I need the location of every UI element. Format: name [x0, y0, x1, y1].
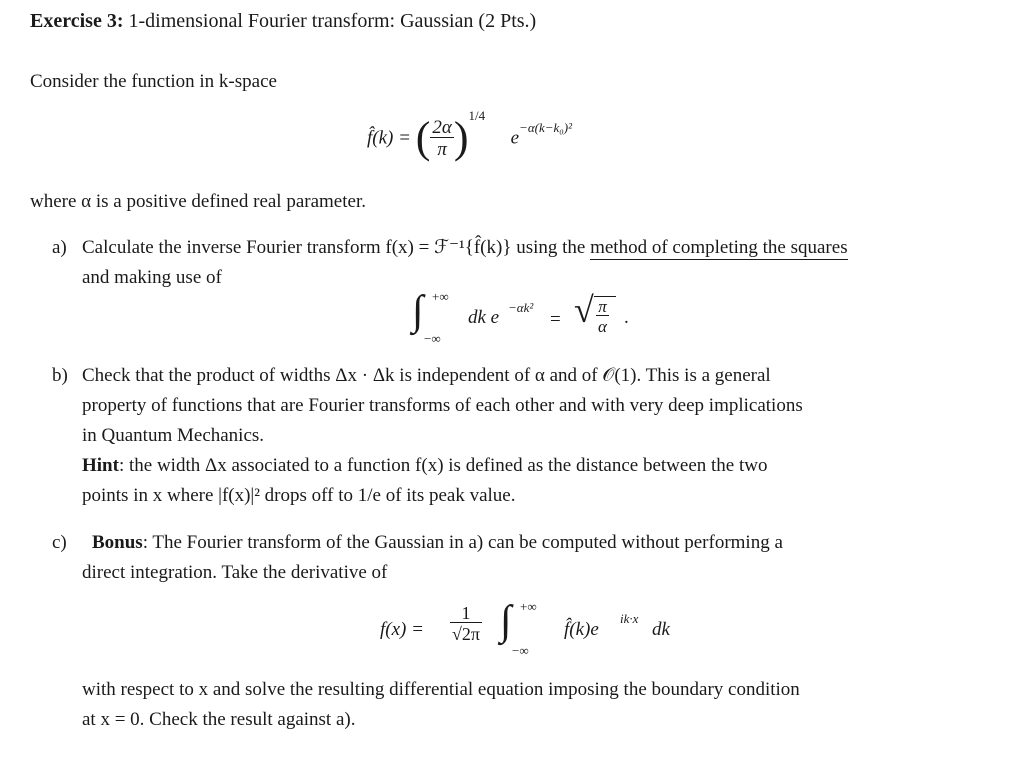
eq1-lhs: f̂(k) =: [367, 127, 411, 149]
completing-squares-link[interactable]: method of completing the squares: [590, 237, 848, 258]
part-c-text1: : The Fourier transform of the Gaussian in a) can be computed without performing a: [142, 532, 783, 553]
integral-exp: −αk²: [508, 300, 534, 315]
part-a-text: Calculate the inverse Fourier transform f(x) = ℱ⁻¹{f̂(k)} using the: [82, 237, 586, 258]
sqrt-fraction: [596, 298, 609, 335]
eq1-fraction: [430, 118, 453, 159]
part-b-label: b): [52, 365, 68, 386]
bonus-label: Bonus: [92, 532, 143, 553]
equals-sign: =: [550, 309, 561, 330]
part-c-line4: at x = 0. Check the result against a).: [82, 709, 356, 730]
exercise-title: 1-dimensional Fourier transform: Gaussian (2 Pts.): [128, 10, 537, 32]
c-eq-lhs: f(x) =: [380, 619, 424, 640]
part-a-line2: and making use of: [82, 267, 222, 288]
sqrt-sign: √: [574, 290, 594, 330]
gaussian-integral: [412, 290, 642, 346]
integral-integrand: dk e: [468, 307, 500, 328]
eq1-num: 2α: [432, 116, 452, 138]
c-eq-den: √2π: [452, 624, 480, 644]
where-text: where α is a positive defined real parameter.: [30, 191, 366, 212]
intro-text: Consider the function in k-space: [30, 71, 277, 92]
equation-fk: [367, 108, 573, 162]
sqrt-num: π: [598, 297, 607, 316]
c-integral-sign: ∫: [500, 598, 512, 644]
c-integral-upper: +∞: [520, 599, 537, 614]
c-tail: dk: [652, 619, 670, 640]
integral-sign: ∫: [412, 288, 424, 334]
hint-line2: points in x where |f(x)|² drops off to 1/e of its peak value.: [82, 485, 516, 506]
part-b-line3: in Quantum Mechanics.: [82, 425, 265, 446]
part-a-line1: [82, 238, 848, 257]
exercise-heading: [30, 11, 536, 31]
part-b-line1: Check that the product of widths Δx · Δk is independent of α and of 𝒪(1). This is a general: [82, 365, 771, 386]
part-a-label: a): [52, 237, 67, 258]
part-b-line2: property of functions that are Fourier transforms of each other and with very deep implications: [82, 395, 803, 416]
exercise-label: Exercise 3:: [30, 10, 124, 32]
hint-label: Hint: [82, 455, 119, 476]
integral-lower: −∞: [424, 331, 441, 346]
eq1-rparen: ): [453, 113, 469, 162]
hint-text1: : the width Δx associated to a function f(x) is defined as the distance between the two: [118, 455, 768, 476]
c-exp: ik·x: [620, 611, 639, 626]
eq1-den: π: [430, 137, 453, 159]
c-eq-num: 1: [461, 603, 471, 623]
c-integral-lower: −∞: [512, 643, 529, 658]
part-c-line3: with respect to x and solve the resulting differential equation imposing the boundary condition: [82, 679, 800, 700]
period: .: [624, 307, 629, 328]
hint-line1: [82, 456, 767, 475]
c-eq-fraction: [450, 604, 482, 643]
part-c-label: c): [52, 532, 67, 553]
eq1-lparen: (: [415, 113, 431, 162]
sqrt-den: α: [598, 317, 607, 336]
c-integrand: f̂(k)e: [564, 619, 599, 640]
fourier-integral: [380, 598, 680, 662]
eq1-exp-sup: −α(k−k₀)²: [519, 120, 573, 136]
part-c-line2: direct integration. Take the derivative of: [82, 562, 388, 583]
eq1-power: 1/4: [468, 108, 486, 124]
eq1-exp-base: e: [510, 127, 520, 149]
part-c-line1: [92, 533, 783, 552]
integral-upper: +∞: [432, 289, 449, 304]
